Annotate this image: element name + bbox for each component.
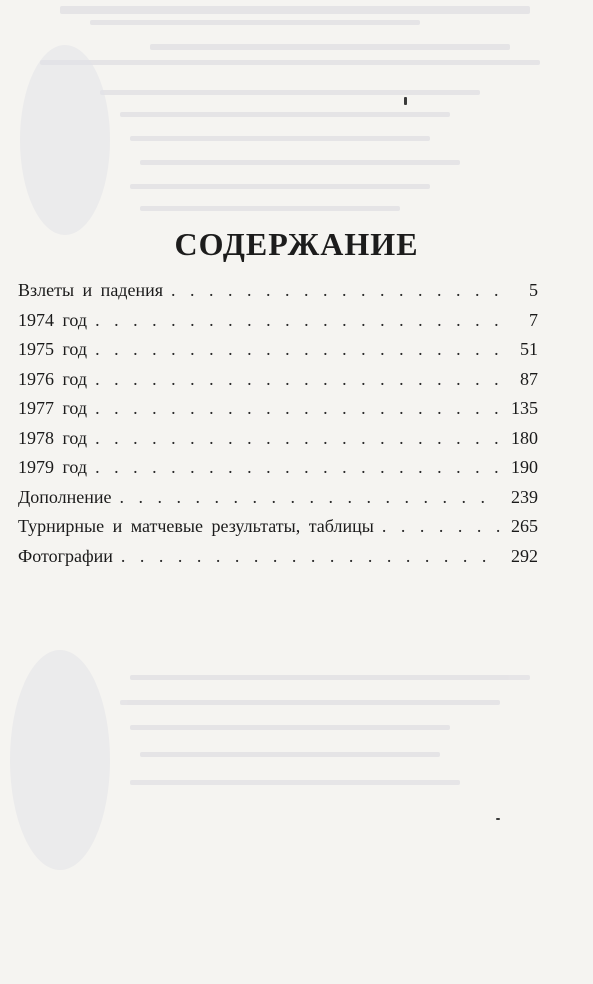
toc-entry	[18, 335, 538, 365]
toc-entry-page: 239	[511, 486, 538, 507]
toc-entry-title: 1975 год	[18, 339, 88, 359]
toc-entry-page: 51	[520, 339, 538, 359]
toc-entry	[18, 512, 538, 542]
toc-entry	[18, 365, 538, 395]
dot-leader	[95, 335, 500, 365]
toc-entry-page: 7	[529, 309, 538, 330]
dot-leader	[95, 365, 500, 395]
toc-entry	[18, 424, 538, 454]
toc-entry-title: 1976 год	[18, 368, 88, 389]
print-speck	[404, 97, 407, 105]
dot-leader	[120, 483, 500, 513]
toc-entry-title: Турнирные и матчевые результаты, таблицы	[18, 516, 374, 536]
toc-entry	[18, 542, 538, 572]
dot-leader	[121, 542, 500, 572]
toc-entry-page: 190	[511, 457, 538, 477]
toc-entry-title: 1979 год	[18, 457, 88, 477]
toc-entry	[18, 394, 538, 424]
toc-entry-title: 1974 год	[18, 309, 88, 330]
toc-entry-page: 180	[511, 427, 538, 448]
print-speck	[496, 818, 500, 820]
toc-entry	[18, 276, 538, 306]
dot-leader	[95, 394, 500, 424]
toc-entry	[18, 306, 538, 336]
toc-entry-title: Дополнение	[18, 486, 112, 507]
toc-entry-title: Взлеты и падения	[18, 280, 163, 300]
toc-entry-title: Фотографии	[18, 545, 113, 566]
dot-leader	[171, 276, 500, 306]
toc-entry-page: 87	[520, 368, 538, 389]
toc-entry-title: 1978 год	[18, 427, 88, 448]
toc-entry-page: 5	[529, 280, 538, 300]
dot-leader	[95, 306, 500, 336]
toc-entry-page: 135	[511, 398, 538, 418]
dot-leader	[382, 512, 500, 542]
dot-leader	[95, 424, 500, 454]
toc-entry-title: 1977 год	[18, 398, 88, 418]
toc-entry	[18, 453, 538, 483]
table-of-contents	[18, 276, 538, 571]
toc-entry	[18, 483, 538, 513]
contents-heading: СОДЕРЖАНИЕ	[174, 226, 419, 262]
dot-leader	[95, 453, 500, 483]
toc-entry-page: 292	[511, 545, 538, 566]
toc-entry-page: 265	[511, 516, 538, 536]
